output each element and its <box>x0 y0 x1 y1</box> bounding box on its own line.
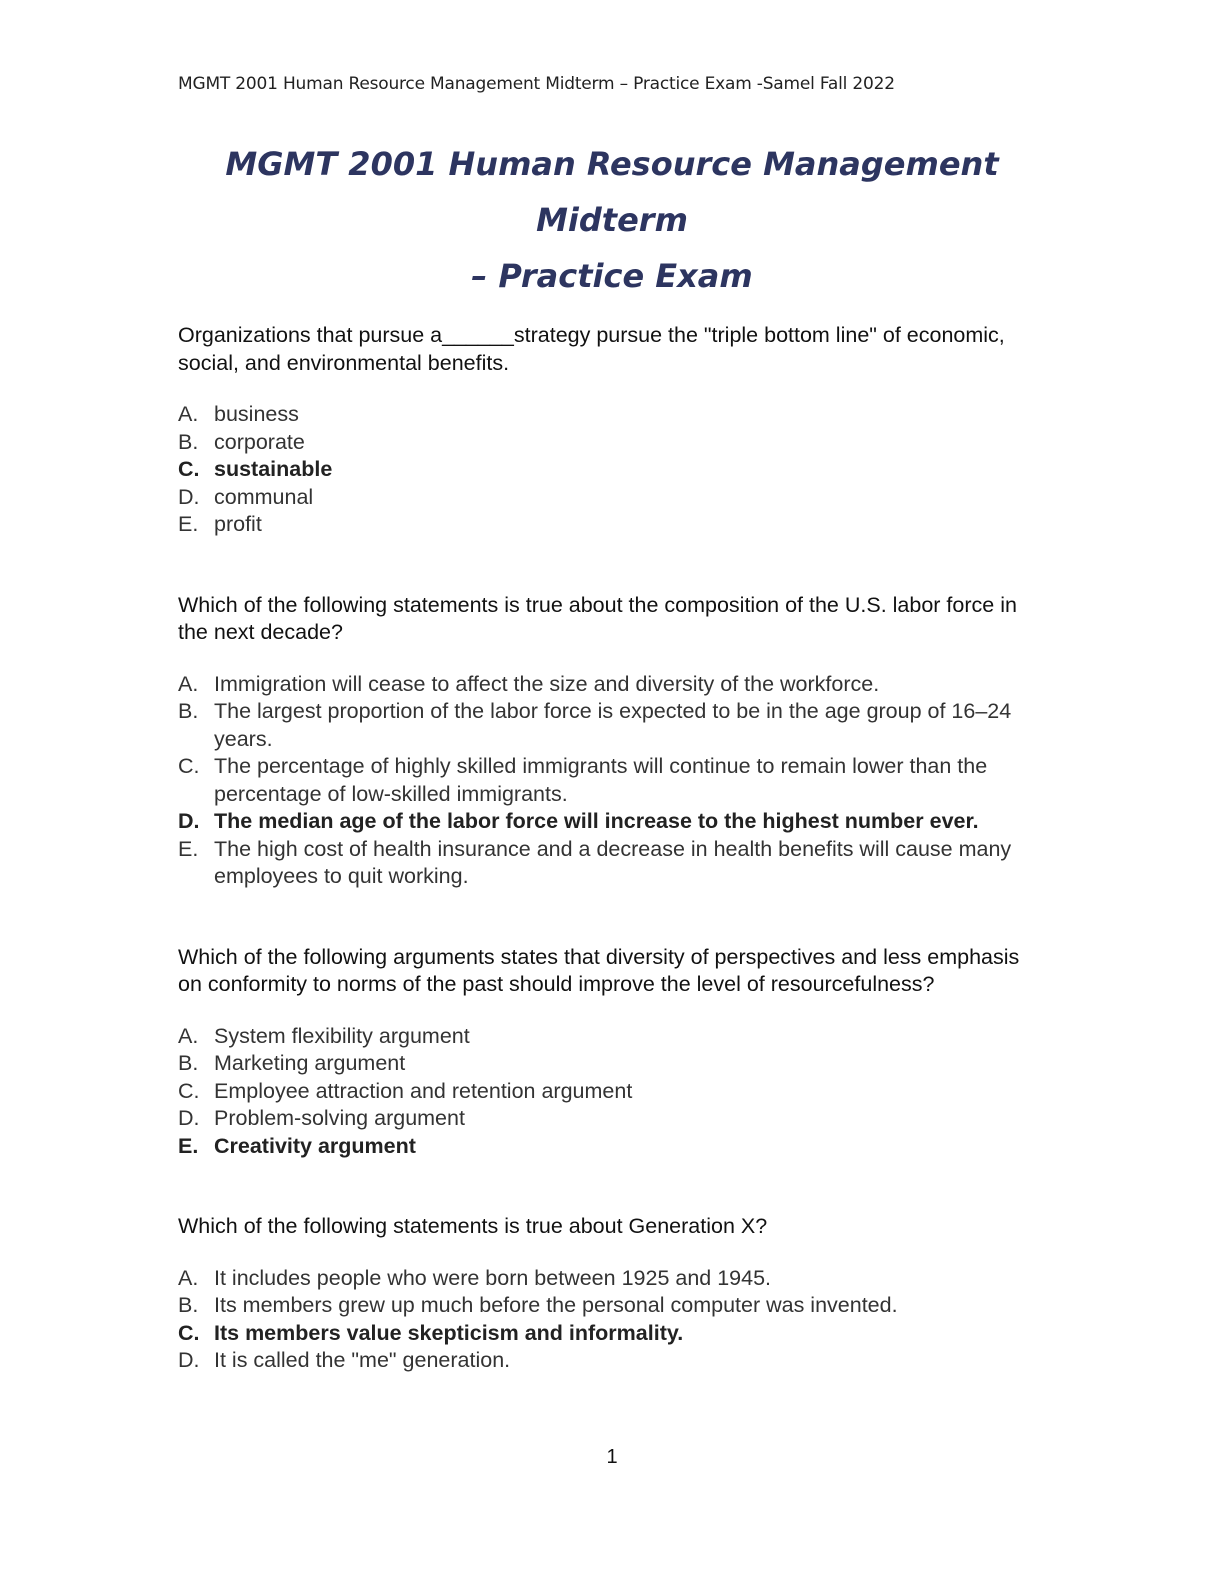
option-letter: C. <box>178 1078 200 1103</box>
question-2 <box>178 592 1048 891</box>
option-c <box>178 1078 1048 1106</box>
option-c-correct <box>178 456 1048 484</box>
option-letter: A. <box>178 1265 199 1290</box>
running-header: MGMT 2001 Human Resource Management Midterm – Practice Exam -Samel Fall 2022 <box>178 74 895 94</box>
option-d-correct <box>178 808 1048 836</box>
option-text: Creativity argument <box>214 1133 416 1158</box>
answer-options <box>178 1023 1048 1161</box>
option-d <box>178 1347 1048 1375</box>
option-letter: D. <box>178 484 200 509</box>
question-text: Which of the following arguments states that diversity of perspectives and less emphasis on conformity to norms of the past should improve the level of resourcefulness? <box>178 944 1020 996</box>
question-1 <box>178 322 1048 539</box>
question-3 <box>178 944 1048 1161</box>
option-b <box>178 1050 1048 1078</box>
option-text: business <box>214 402 299 426</box>
option-a <box>178 1265 1048 1293</box>
option-text: The percentage of highly skilled immigrants will continue to remain lower than the percentage of low-skilled immigrants. <box>214 754 988 806</box>
option-letter: A. <box>178 671 199 696</box>
option-e <box>178 836 1048 891</box>
question-text: Which of the following statements is true about Generation X? <box>178 1214 768 1238</box>
option-c <box>178 753 1048 808</box>
option-letter: B. <box>178 1293 199 1317</box>
question-text: Which of the following statements is true about the composition of the U.S. labor force in the next decade? <box>178 592 1017 644</box>
option-letter: C. <box>178 754 200 778</box>
option-text: sustainable <box>214 457 333 481</box>
option-letter: E. <box>178 1133 199 1158</box>
option-letter: D. <box>178 1106 200 1130</box>
option-letter: A. <box>178 1023 199 1048</box>
option-text: The median age of the labor force will increase to the highest number ever. <box>214 809 979 833</box>
option-text: The largest proportion of the labor force is expected to be in the age group of 16–24 years. <box>214 699 1012 751</box>
option-b <box>178 1292 1048 1320</box>
option-text: Its members value skepticism and informality. <box>214 1320 684 1345</box>
questions-list <box>178 322 1048 1428</box>
option-text: profit <box>214 512 262 536</box>
option-letter: A. <box>178 402 199 426</box>
option-text: It is called the "me" generation. <box>214 1348 511 1372</box>
option-text: System flexibility argument <box>214 1023 470 1048</box>
option-text: corporate <box>214 429 305 454</box>
option-e <box>178 511 1048 539</box>
option-d <box>178 484 1048 512</box>
option-text: Employee attraction and retention argument <box>214 1078 633 1103</box>
question-text: Organizations that pursue a______strategy pursue the "triple bottom line" of economic, social, and environmental benefits. <box>178 323 1005 375</box>
document-title <box>150 136 1074 304</box>
option-letter: C. <box>178 1320 200 1345</box>
option-letter: D. <box>178 809 200 833</box>
title-line-2: – Practice Exam <box>471 257 753 295</box>
question-4 <box>178 1213 1048 1375</box>
option-c-correct <box>178 1320 1048 1348</box>
option-a <box>178 671 1048 699</box>
option-text: It includes people who were born between 1925 and 1945. <box>214 1265 772 1290</box>
answer-options <box>178 401 1048 539</box>
option-text: Its members grew up much before the personal computer was invented. <box>214 1293 898 1317</box>
option-text: Marketing argument <box>214 1051 406 1075</box>
option-letter: C. <box>178 457 200 481</box>
option-a <box>178 401 1048 429</box>
option-text: The high cost of health insurance and a decrease in health benefits will cause many employees to quit working. <box>214 836 1012 888</box>
option-letter: B. <box>178 1051 199 1075</box>
page-number: 1 <box>606 1446 618 1468</box>
option-letter: E. <box>178 512 199 536</box>
option-b <box>178 698 1048 753</box>
option-b <box>178 429 1048 457</box>
option-letter: B. <box>178 699 199 723</box>
title-line-1: MGMT 2001 Human Resource Management Midterm <box>225 145 999 239</box>
answer-options <box>178 1265 1048 1375</box>
answer-options <box>178 671 1048 891</box>
option-text: Problem-solving argument <box>214 1106 465 1130</box>
option-text: Immigration will cease to affect the size and diversity of the workforce. <box>214 671 880 696</box>
option-letter: B. <box>178 429 199 454</box>
option-a <box>178 1023 1048 1051</box>
option-d <box>178 1105 1048 1133</box>
option-letter: D. <box>178 1348 200 1372</box>
option-text: communal <box>214 484 314 509</box>
option-letter: E. <box>178 836 199 861</box>
option-e-correct <box>178 1133 1048 1161</box>
